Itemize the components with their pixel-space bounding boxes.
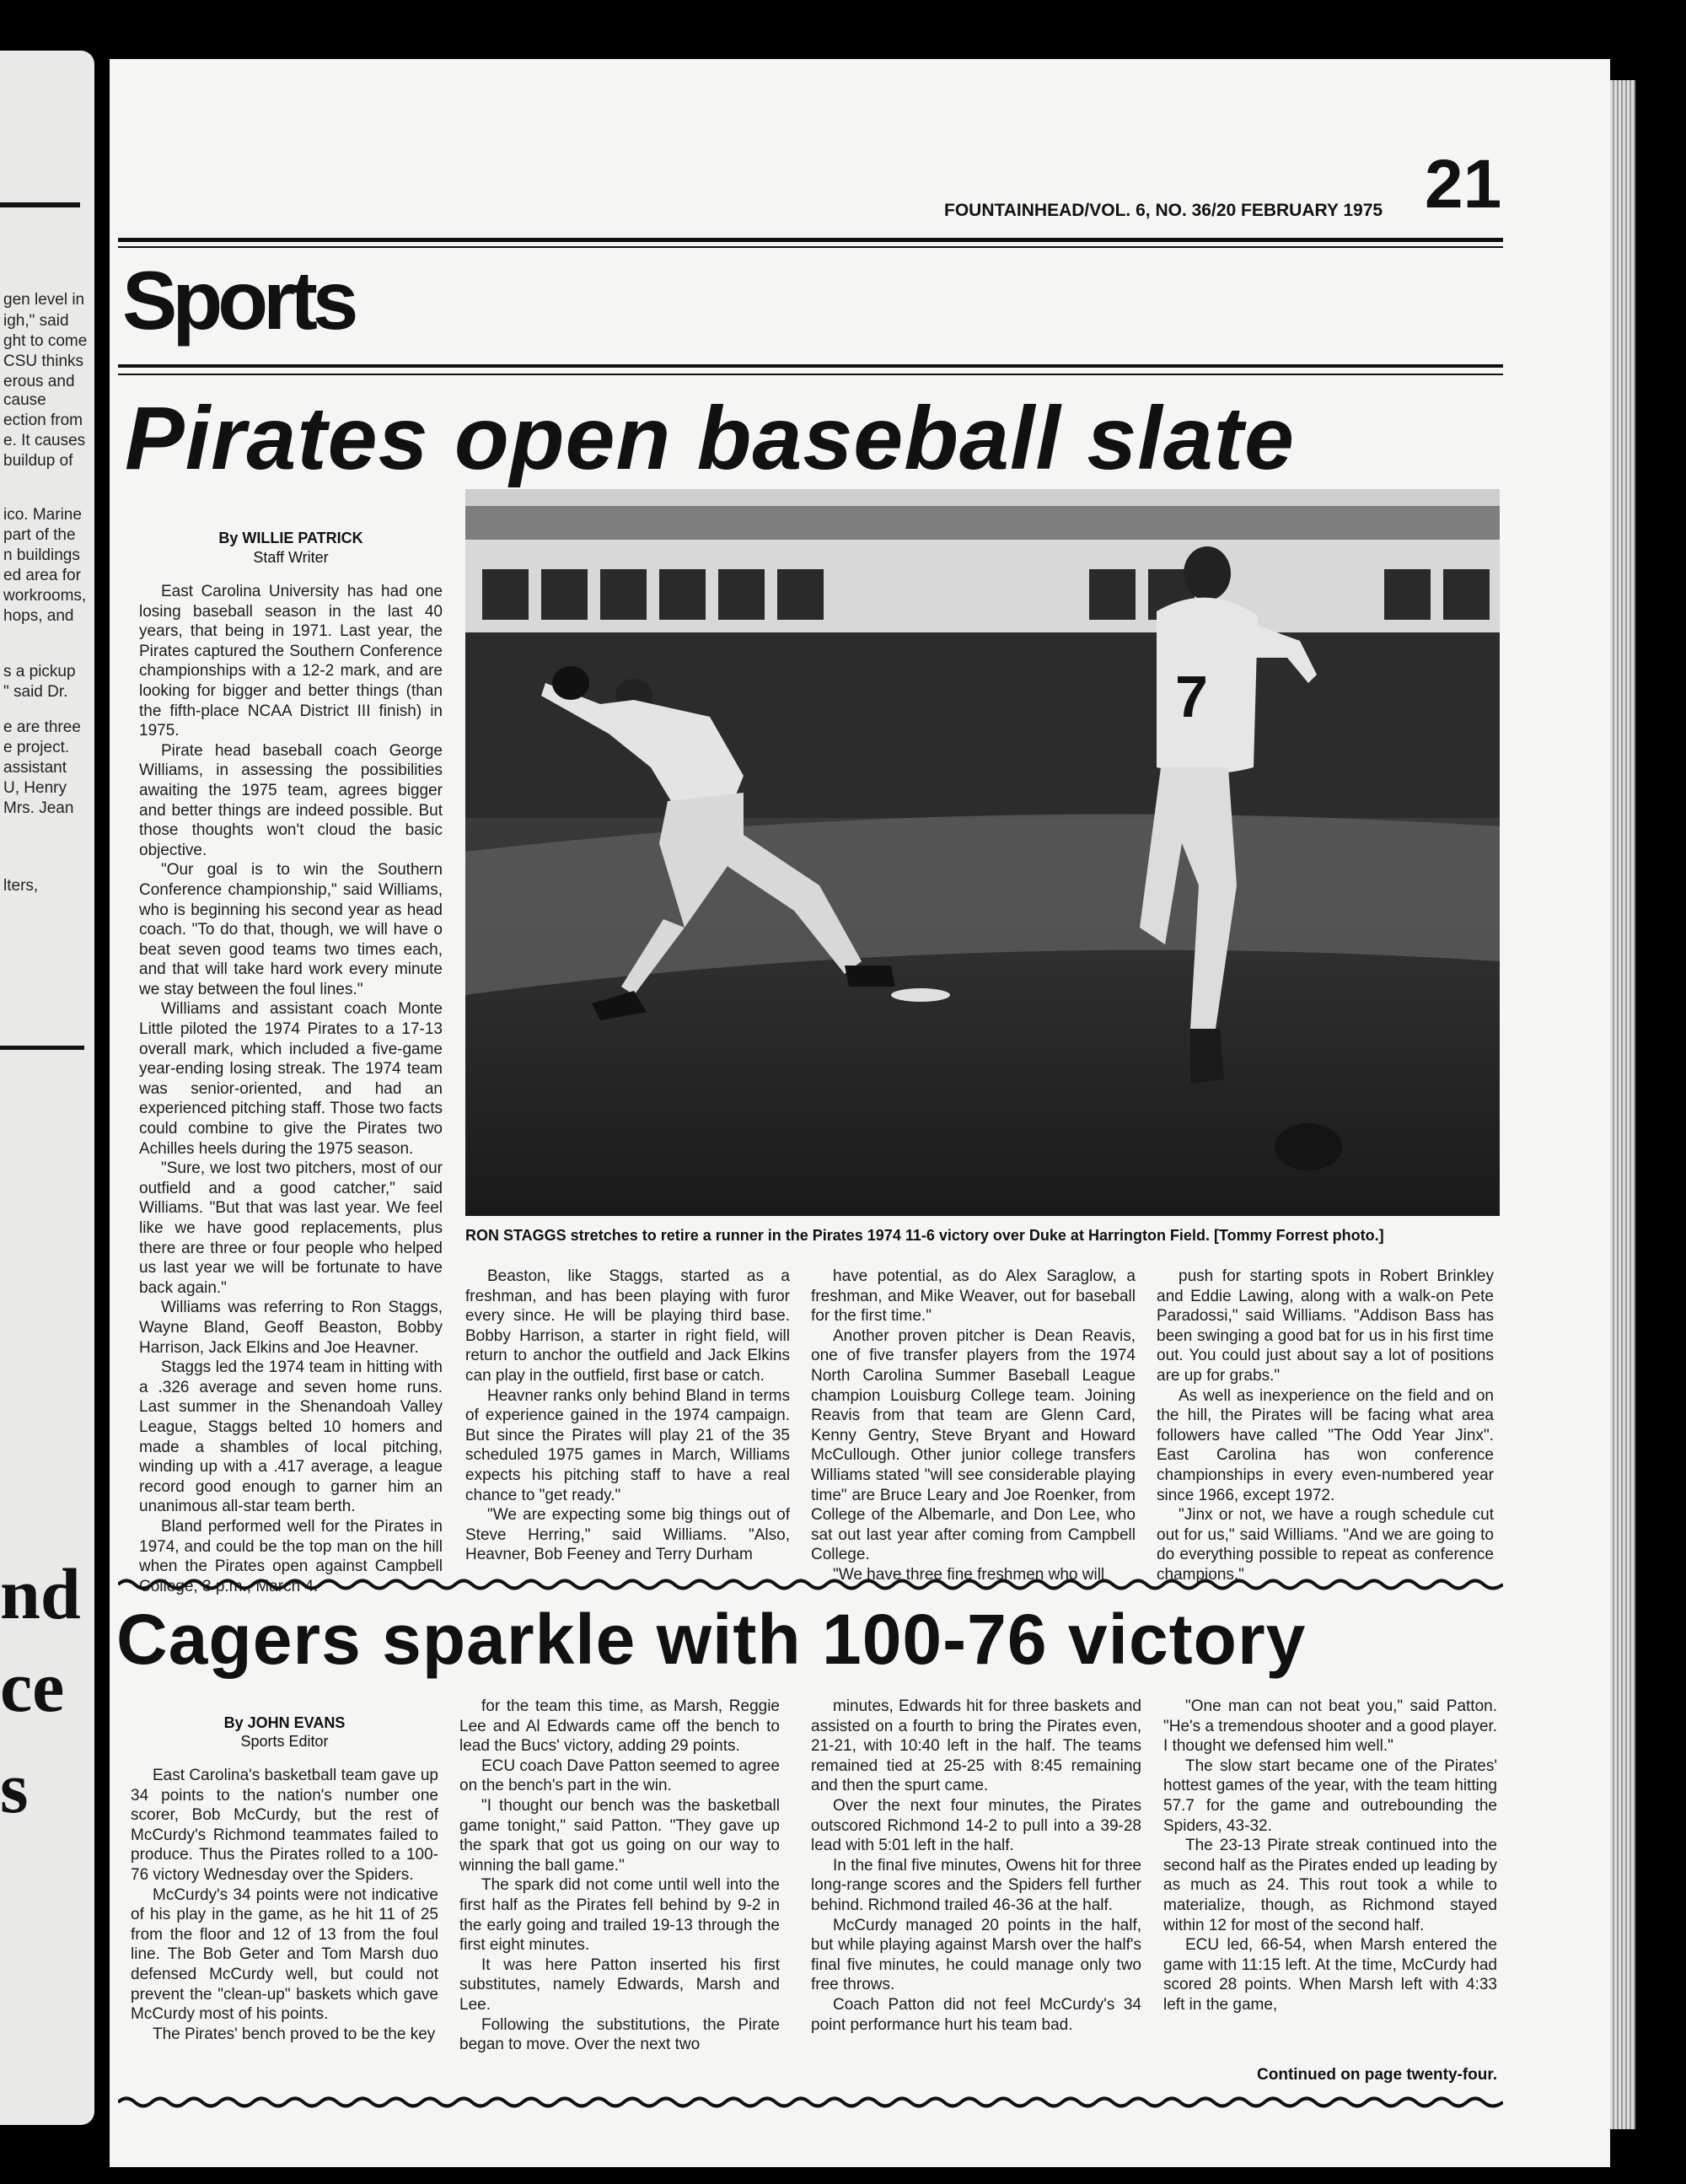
- previous-page-text-fragment: Mrs. Jean: [3, 799, 74, 817]
- story-divider: [118, 1575, 1503, 1594]
- jersey-number: 7: [1175, 664, 1208, 729]
- continued-line: Continued on page twenty-four.: [1257, 2066, 1497, 2084]
- story-headline: Pirates open baseball slate: [125, 389, 1295, 488]
- article-paragraph: ECU led, 66-54, when Marsh entered the game with 11:15 left. At the time, McCurdy had scored 28 points. When Marsh left with 4:33 left in the game,: [1163, 1936, 1497, 2014]
- previous-page-text-fragment: lters,: [3, 877, 39, 895]
- article-paragraph: minutes, Edwards hit for three baskets and assisted on a fourth to bring the Pirates even, 21-21, with 10:40 left in the half. The teams remained tied at 25-25 with 8:45 remaining and then the spurt came.: [811, 1697, 1141, 1795]
- article-paragraph: "I thought our bench was the basketball game tonight," said Patton. "They gave up the spark that got us going on our way to winning the ball game.": [459, 1796, 780, 1875]
- previous-page-text-fragment: e are three: [3, 718, 81, 736]
- previous-page-text-fragment: buildup of: [3, 452, 73, 470]
- article-paragraph: Williams and assistant coach Monte Little piloted the 1974 Pirates to a 17-13 overall mark, which included a five-game year-ending losing streak. The 1974 team was senior-oriented, and had an experienced pitching staff. Those two facts could combine to give the Pirates two Achilles heels during the 1975 season.: [139, 1000, 443, 1158]
- previous-page-text-fragment: ection from: [3, 412, 83, 429]
- article-column: [811, 1697, 1141, 2035]
- article-paragraph: The spark did not come until well into the first half as the Pirates fell behind by 9-2 in the early going and trailed 19-13 through the first eight minutes.: [459, 1876, 780, 1955]
- previous-page-text-fragment: erous and: [3, 373, 75, 390]
- previous-page-text-fragment: " said Dr.: [3, 683, 68, 701]
- previous-page-rule: [0, 1046, 84, 1050]
- previous-page-text-fragment: igh," said: [3, 312, 69, 330]
- article-paragraph: Another proven pitcher is Dean Reavis, one of five transfer players from the 1974 North Carolina Summer Baseball League champion Louisburg College team. Joining Reavis from that team are Glenn Card, Kenny Gentry, Steve Bryant and Howard McCullough. Other junior college transfers Williams stated "will see considerable playing time" are Bruce Leary and Joe Roenker, from College of the Albemarle, and Don Lee, who sat out last year after coming from Campbell College.: [811, 1326, 1136, 1564]
- article-paragraph: Williams was referring to Ron Staggs, Wayne Bland, Geoff Beaston, Bobby Harrison, Jack Elkins and Joe Heavner.: [139, 1299, 443, 1357]
- previous-page-text-fragment: hops, and: [3, 607, 74, 625]
- article-paragraph: Over the next four minutes, the Pirates outscored Richmond 14-2 to pull into a 39-28 lead with 5:01 left in the half.: [811, 1796, 1141, 1855]
- article-paragraph: Coach Patton did not feel McCurdy's 34 point performance hurt his team bad.: [811, 1995, 1141, 2034]
- article-column: [1157, 1267, 1494, 1585]
- page-edge: [1606, 80, 1635, 2129]
- article-column: [139, 582, 443, 1596]
- article-paragraph: The Pirates' bench proved to be the key: [153, 2025, 436, 2043]
- previous-page-headline-fragment: ce: [0, 1646, 65, 1727]
- article-paragraph: In the final five minutes, Owens hit for three long-range scores and the Spiders fell further behind. Richmond trailed 46-36 at the half.: [811, 1856, 1141, 1914]
- previous-page-text-fragment: s a pickup: [3, 663, 76, 680]
- article-paragraph: McCurdy's 34 points were not indicative of his play in the game, as he hit 11 of 25 from the floor and 12 of 13 from the foul line. The Bob Geter and Tom Marsh duo defensed McCurdy well, but could not prevent the "clean-up" baskets which gave McCurdy most of his points.: [131, 1885, 438, 2024]
- article-paragraph: McCurdy managed 20 points in the half, but while playing against Marsh over the half's final five minutes, he could manage only two free throws.: [811, 1916, 1141, 1994]
- article-column: [1163, 1697, 1497, 2015]
- byline-title: Staff Writer: [253, 549, 329, 566]
- article-paragraph: As well as inexperience on the field and on the hill, the Pirates will be facing what area followers have called "The Odd Year Jinx". East Carolina has won conference championships in every even-numbered year since 1966, except 1972.: [1157, 1386, 1494, 1504]
- article-paragraph: push for starting spots in Robert Brinkley and Eddie Lawing, along with a walk-on Pete Paradossi," said Williams. "Addison Bass has been swinging a good bat for us in his first time out. You could just about say a lot of positions are up for grabs.": [1157, 1267, 1494, 1385]
- article-paragraph: "We are expecting some big things out of Steve Herring," said Williams. "Also, Heavner, Bob Feeney and Terry Durham: [465, 1506, 790, 1564]
- article-paragraph: have potential, as do Alex Saraglow, a freshman, and Mike Weaver, out for baseball for the first time.": [811, 1267, 1136, 1326]
- previous-page-text-fragment: CSU thinks: [3, 352, 84, 370]
- article-paragraph: The 23-13 Pirate streak continued into the second half as the Pirates ended up leading by as much as 24. This rout took a while to materialize, though, as Richmond stayed within 12 for most of the second half.: [1163, 1837, 1497, 1934]
- previous-page-text-fragment: ico. Marine: [3, 506, 82, 524]
- previous-page-headline-fragment: nd: [0, 1553, 81, 1634]
- article-column: [459, 1697, 780, 2055]
- article-paragraph: "One man can not beat you," said Patton. "He's a tremendous shooter and a good player. I thought we defensed him well.": [1163, 1697, 1497, 1756]
- previous-page-text-fragment: gen level in: [3, 291, 85, 309]
- previous-page-text-fragment: ed area for: [3, 567, 81, 584]
- photo-caption: RON STAGGS stretches to retire a runner in the Pirates 1974 11-6 victory over Duke at Harrington Field. [Tommy Forrest photo.]: [465, 1227, 1384, 1244]
- article-paragraph: Following the substitutions, the Pirate began to move. Over the next two: [459, 2015, 780, 2054]
- page-number: 21: [1425, 146, 1502, 223]
- article-paragraph: East Carolina University has had one losing baseball season in the last 40 years, that being in 1971. Last year, the Pirates captured the Southern Conference championships with a 12-2 mark, and are looking for bigger and better things (than the fifth-place NCAA District III finish) in 1975.: [139, 583, 443, 740]
- baseball-photo-image: [465, 489, 1500, 1216]
- article-paragraph: "Jinx or not, we have a rough schedule cut out for us," said Williams. "And we are going to do everything possible to repeat as conference champions.": [1157, 1506, 1494, 1584]
- byline: By JOHN EVANS: [223, 1714, 346, 1731]
- article-paragraph: Bland performed well for the Pirates in 1974, and could be the top man on the hill when the Pirates open against Campbell College, 3 p.m., March 4.: [139, 1517, 443, 1595]
- masthead: FOUNTAINHEAD/VOL. 6, NO. 36/20 FEBRUARY 1975: [944, 201, 1383, 220]
- article-paragraph: It was here Patton inserted his first substitutes, namely Edwards, Marsh and Lee.: [459, 1955, 780, 2014]
- byline-title: Sports Editor: [240, 1733, 329, 1750]
- article-column: [131, 1766, 438, 2044]
- article-paragraph: ECU coach Dave Patton seemed to agree on the bench's part in the win.: [459, 1756, 780, 1795]
- previous-page-text-fragment: cause: [3, 391, 46, 409]
- article-column: [811, 1267, 1136, 1585]
- bottom-rule: [118, 2093, 1503, 2111]
- story-headline: Cagers sparkle with 100-76 victory: [116, 1600, 1307, 1679]
- byline: By WILLIE PATRICK: [218, 530, 363, 546]
- masthead-rule: [118, 246, 1503, 248]
- article-paragraph: East Carolina's basketball team gave up 34 points to the nation's number one scorer, Bob McCurdy, but the rest of McCurdy's Richmond teammates failed to produce. Thus the Pirates rolled to a 100-76 victory Wednesday over the Spiders.: [131, 1767, 438, 1884]
- article-paragraph: "We have three fine freshmen who will: [833, 1565, 1105, 1584]
- article-paragraph: Heavner ranks only behind Bland in terms of experience gained in the 1974 campaign. But since the Pirates will play 21 of the 35 scheduled 1975 games in March, Williams expects his pitching staff to have a real chance to "get ready.": [465, 1386, 790, 1504]
- article-paragraph: The slow start became one of the Pirates' hottest games of the year, with the team hitting 57.7 for the game and outrebounding the Spiders, 43-32.: [1163, 1756, 1497, 1835]
- previous-page-headline-fragment: s: [0, 1747, 29, 1828]
- previous-page: [0, 51, 94, 2125]
- previous-page-text-fragment: ght to come: [3, 332, 88, 350]
- article-paragraph: for the team this time, as Marsh, Reggie Lee and Al Edwards came off the bench to lead the Bucs' victory, adding 29 points.: [459, 1697, 780, 1756]
- previous-page-rule: [0, 202, 80, 207]
- article-column: [465, 1267, 790, 1565]
- section-title: Sports: [122, 254, 354, 347]
- article-paragraph: Beaston, like Staggs, started as a freshman, and has been playing with furor every since. He will be playing third base. Bobby Harrison, a starter in right field, will return to anchor the outfield and Jack Elkins can play in the outfield, first base or catch.: [465, 1267, 790, 1385]
- section-rule: [118, 374, 1503, 375]
- section-rule: [118, 364, 1503, 368]
- previous-page-text-fragment: n buildings: [3, 546, 80, 564]
- article-paragraph: Staggs led the 1974 team in hitting with a .326 average and seven home runs. Last summer in the Shenandoah Valley League, Staggs belted 10 homers and made a shambles of local pitching, winding up with a .417 average, a league record good enough to garner him an unanimous all-star team berth.: [139, 1358, 443, 1516]
- previous-page-text-fragment: assistant: [3, 759, 67, 777]
- masthead-rule: [118, 238, 1503, 242]
- previous-page-text-fragment: part of the: [3, 526, 76, 544]
- article-paragraph: "Sure, we lost two pitchers, most of our outfield and a good catcher," said Williams. "But that was last year. We feel like we have good replacements, plus there are three or four people who helped us last year we will be fortunate to have back again.": [139, 1159, 443, 1297]
- article-paragraph: Pirate head baseball coach George Williams, in assessing the possibilities awaiting the 1975 team, agrees bigger and better things are indeed possible. But those thoughts won't cloud the basic objective.: [139, 741, 443, 859]
- previous-page-text-fragment: e. It causes: [3, 432, 86, 449]
- previous-page-text-fragment: workrooms,: [3, 587, 87, 605]
- previous-page-text-fragment: e project.: [3, 739, 70, 756]
- news-photo: [465, 489, 1500, 1216]
- article-paragraph: "Our goal is to win the Southern Conference championship," said Williams, who is beginning his second year as head coach. "To do that, though, we will have o beat seven good teams two times each, and that will take hard work every minute we stay between the foul lines.": [139, 861, 443, 998]
- previous-page-text-fragment: U, Henry: [3, 779, 67, 797]
